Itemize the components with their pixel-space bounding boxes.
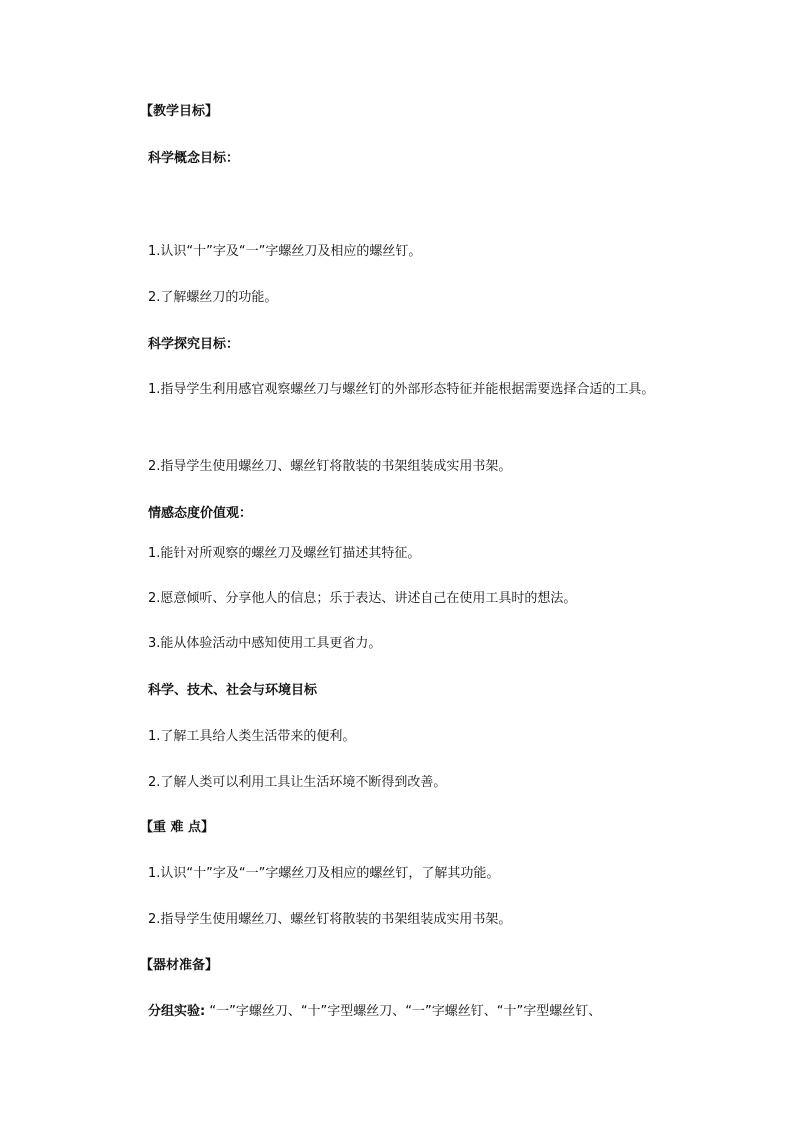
heading-goals: 【教学目标】 bbox=[140, 104, 219, 119]
materials-line bbox=[148, 1004, 601, 1020]
sci-explore-title: 科学探究目标： bbox=[148, 337, 240, 352]
sci-concept-title: 科学概念目标： bbox=[148, 151, 240, 166]
key-item-1: 1.认识“十”字及“一”字螺丝刀及相应的螺丝钉，了解其功能。 bbox=[148, 866, 500, 881]
stse-item-2: 2.了解人类可以利用工具让生活环境不断得到改善。 bbox=[148, 775, 447, 790]
materials-text: “一”字螺丝刀、“十”字型螺丝刀、“一”字螺丝钉、“十”字型螺丝钉、 bbox=[209, 1004, 602, 1019]
emotion-item-2: 2.愿意倾听、分享他人的信息；乐于表达、讲述自己在使用工具时的想法。 bbox=[148, 591, 577, 606]
sci-concept-item-2: 2.了解螺丝刀的功能。 bbox=[148, 290, 278, 305]
emotion-item-1: 1.能针对所观察的螺丝刀及螺丝钉描述其特征。 bbox=[148, 546, 421, 561]
sci-explore-item-2: 2.指导学生使用螺丝刀、螺丝钉将散装的书架组装成实用书架。 bbox=[148, 459, 512, 474]
key-item-2: 2.指导学生使用螺丝刀、螺丝钉将散装的书架组装成实用书架。 bbox=[148, 912, 512, 927]
stse-item-1: 1.了解工具给人类生活带来的便利。 bbox=[148, 729, 356, 744]
sci-explore-item-1: 1.指导学生利用感官观察螺丝刀与螺丝钉的外部形态特征并能根据需要选择合适的工具。 bbox=[148, 382, 655, 397]
materials-label: 分组实验: bbox=[148, 1004, 206, 1019]
heading-materials: 【器材准备】 bbox=[140, 958, 219, 973]
emotion-title: 情感态度价值观： bbox=[148, 506, 253, 521]
sci-concept-item-1: 1.认识“十”字及“一”字螺丝刀及相应的螺丝钉。 bbox=[148, 244, 422, 259]
stse-title: 科学、技术、社会与环境目标 bbox=[148, 683, 318, 698]
heading-key-points: 【重 难 点】 bbox=[140, 820, 215, 835]
emotion-item-3: 3.能从体验活动中感知使用工具更省力。 bbox=[148, 636, 382, 651]
